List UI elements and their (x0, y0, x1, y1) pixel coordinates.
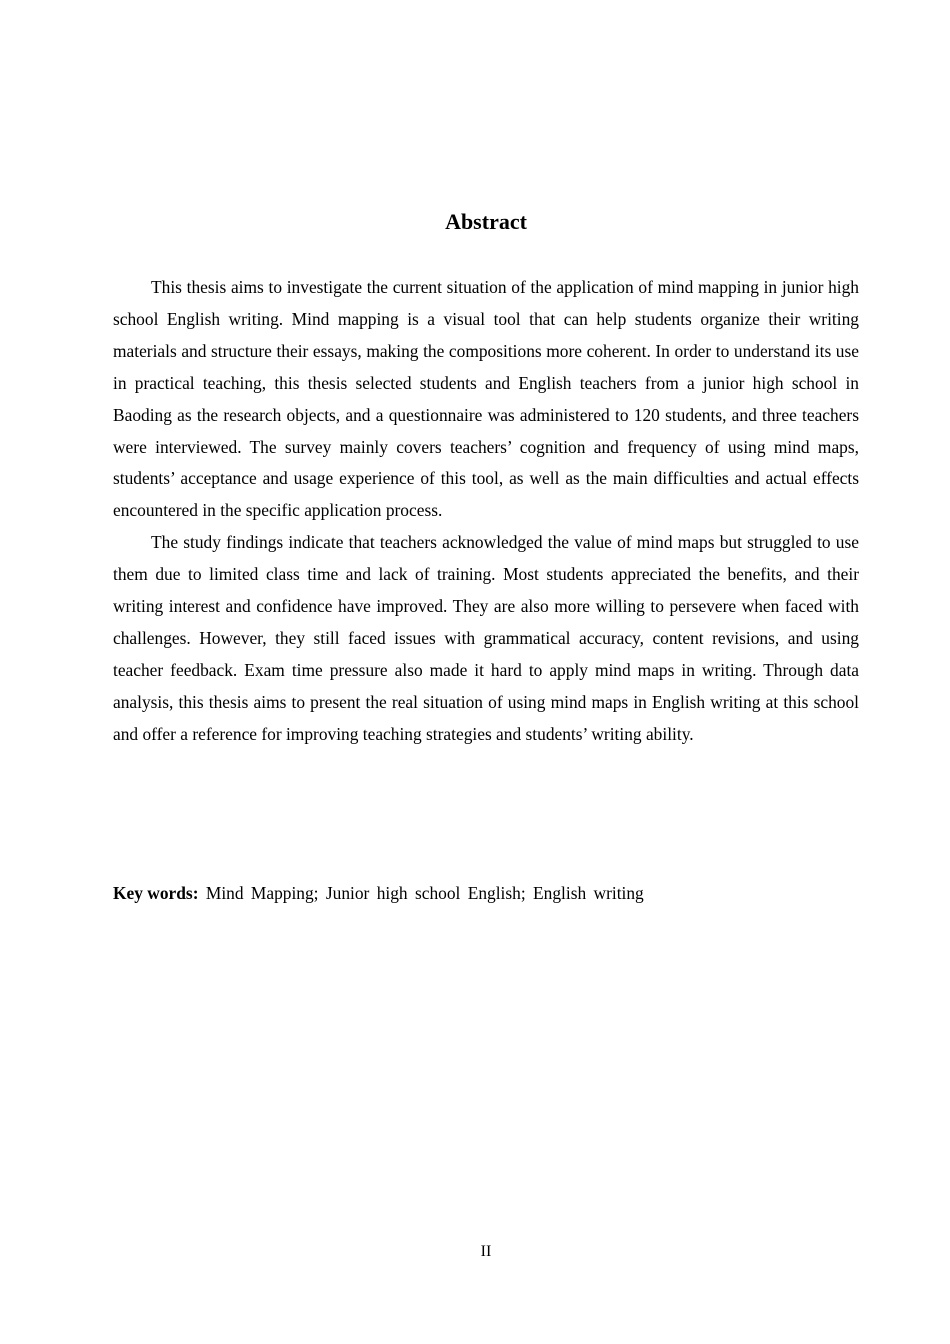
abstract-paragraph-1: This thesis aims to investigate the current situation of the application of mind mapping in junior high school English writing. Mind mapping is a visual tool that can help students organize their writing materials and structure their essays, making the compositions more coherent. In order to understand its use in practical teaching, this thesis selected students and English teachers from a junior high school in Baoding as the research objects, and a questionnaire was administered to 120 students, and three teachers were interviewed. The survey mainly covers teachers’ cognition and frequency of using mind maps, students’ acceptance and usage experience of this tool, as well as the main difficulties and actual effects encountered in the specific application process. (113, 277, 859, 521)
keywords-label: Key words: (113, 883, 199, 903)
keywords-line (113, 878, 859, 910)
abstract-paragraph-2: The study findings indicate that teachers acknowledged the value of mind maps but struggled to use them due to limited class time and lack of training. Most students appreciated the benefits, and their writing interest and confidence have improved. They are also more willing to persevere when faced with challenges. However, they still faced issues with grammatical accuracy, content revisions, and using teacher feedback. Exam time pressure also made it hard to apply mind maps in writing. Through data analysis, this thesis aims to present the real situation of using mind maps in English writing at this school and offer a reference for improving teaching strategies and students’ writing ability. (113, 532, 859, 744)
page-number: II (480, 1243, 492, 1260)
keywords-list: Mind Mapping; Junior high school English; English writing (205, 883, 644, 903)
abstract-title: Abstract (445, 209, 527, 234)
abstract-body (113, 272, 859, 751)
